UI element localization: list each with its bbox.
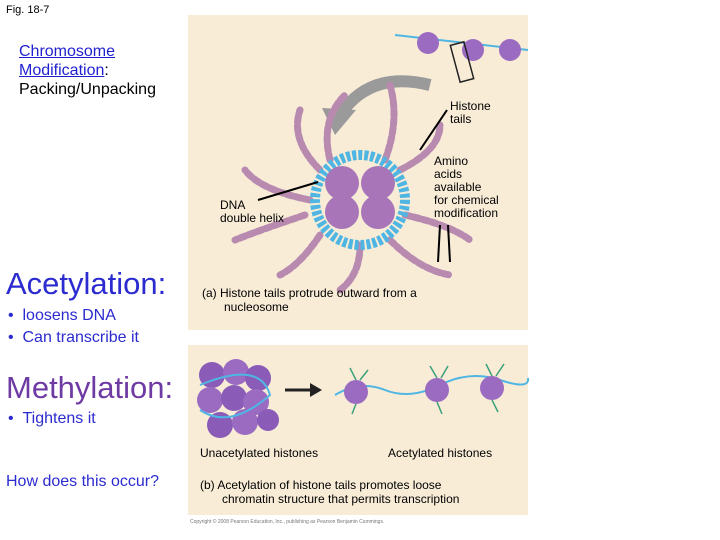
methylation-heading: Methylation: xyxy=(6,370,174,405)
methylation-bullet: • Tightens it xyxy=(8,410,96,427)
slide-title xyxy=(19,42,156,99)
histone-tails-label: Histone tails xyxy=(450,99,491,126)
panel-a-caption: (a) Histone tails protrude outward from a nucleosome xyxy=(202,286,417,314)
title-subtitle: Packing/Unpacking xyxy=(19,81,156,98)
question-text: How does this occur? xyxy=(6,473,159,490)
modification-link[interactable]: Modification xyxy=(19,62,105,79)
acetylated-label: Acetylated histones xyxy=(388,446,493,460)
acetylation-heading: Acetylation: xyxy=(6,266,167,301)
chromosome-link[interactable]: Chromosome xyxy=(19,43,116,60)
copyright-text: Copyright © 2008 Pearson Education, Inc., publishing as Pearson Benjamin Cummings. xyxy=(190,519,385,525)
panel-b-caption: (b) Acetylation of histone tails promotes loose chromatin structure that permits transcription xyxy=(200,478,460,506)
acetylation-bullet: • loosens DNA xyxy=(8,307,116,324)
figure-label: Fig. 18-7 xyxy=(6,4,50,16)
amino-acids-label: Amino acids available for chemical modification xyxy=(434,154,499,220)
acetylation-bullet: • Can transcribe it xyxy=(8,329,139,346)
title-colon: : xyxy=(104,62,109,79)
unacetylated-label: Unacetylated histones xyxy=(200,446,319,460)
dna-double-helix-label: DNA double helix xyxy=(220,198,285,225)
